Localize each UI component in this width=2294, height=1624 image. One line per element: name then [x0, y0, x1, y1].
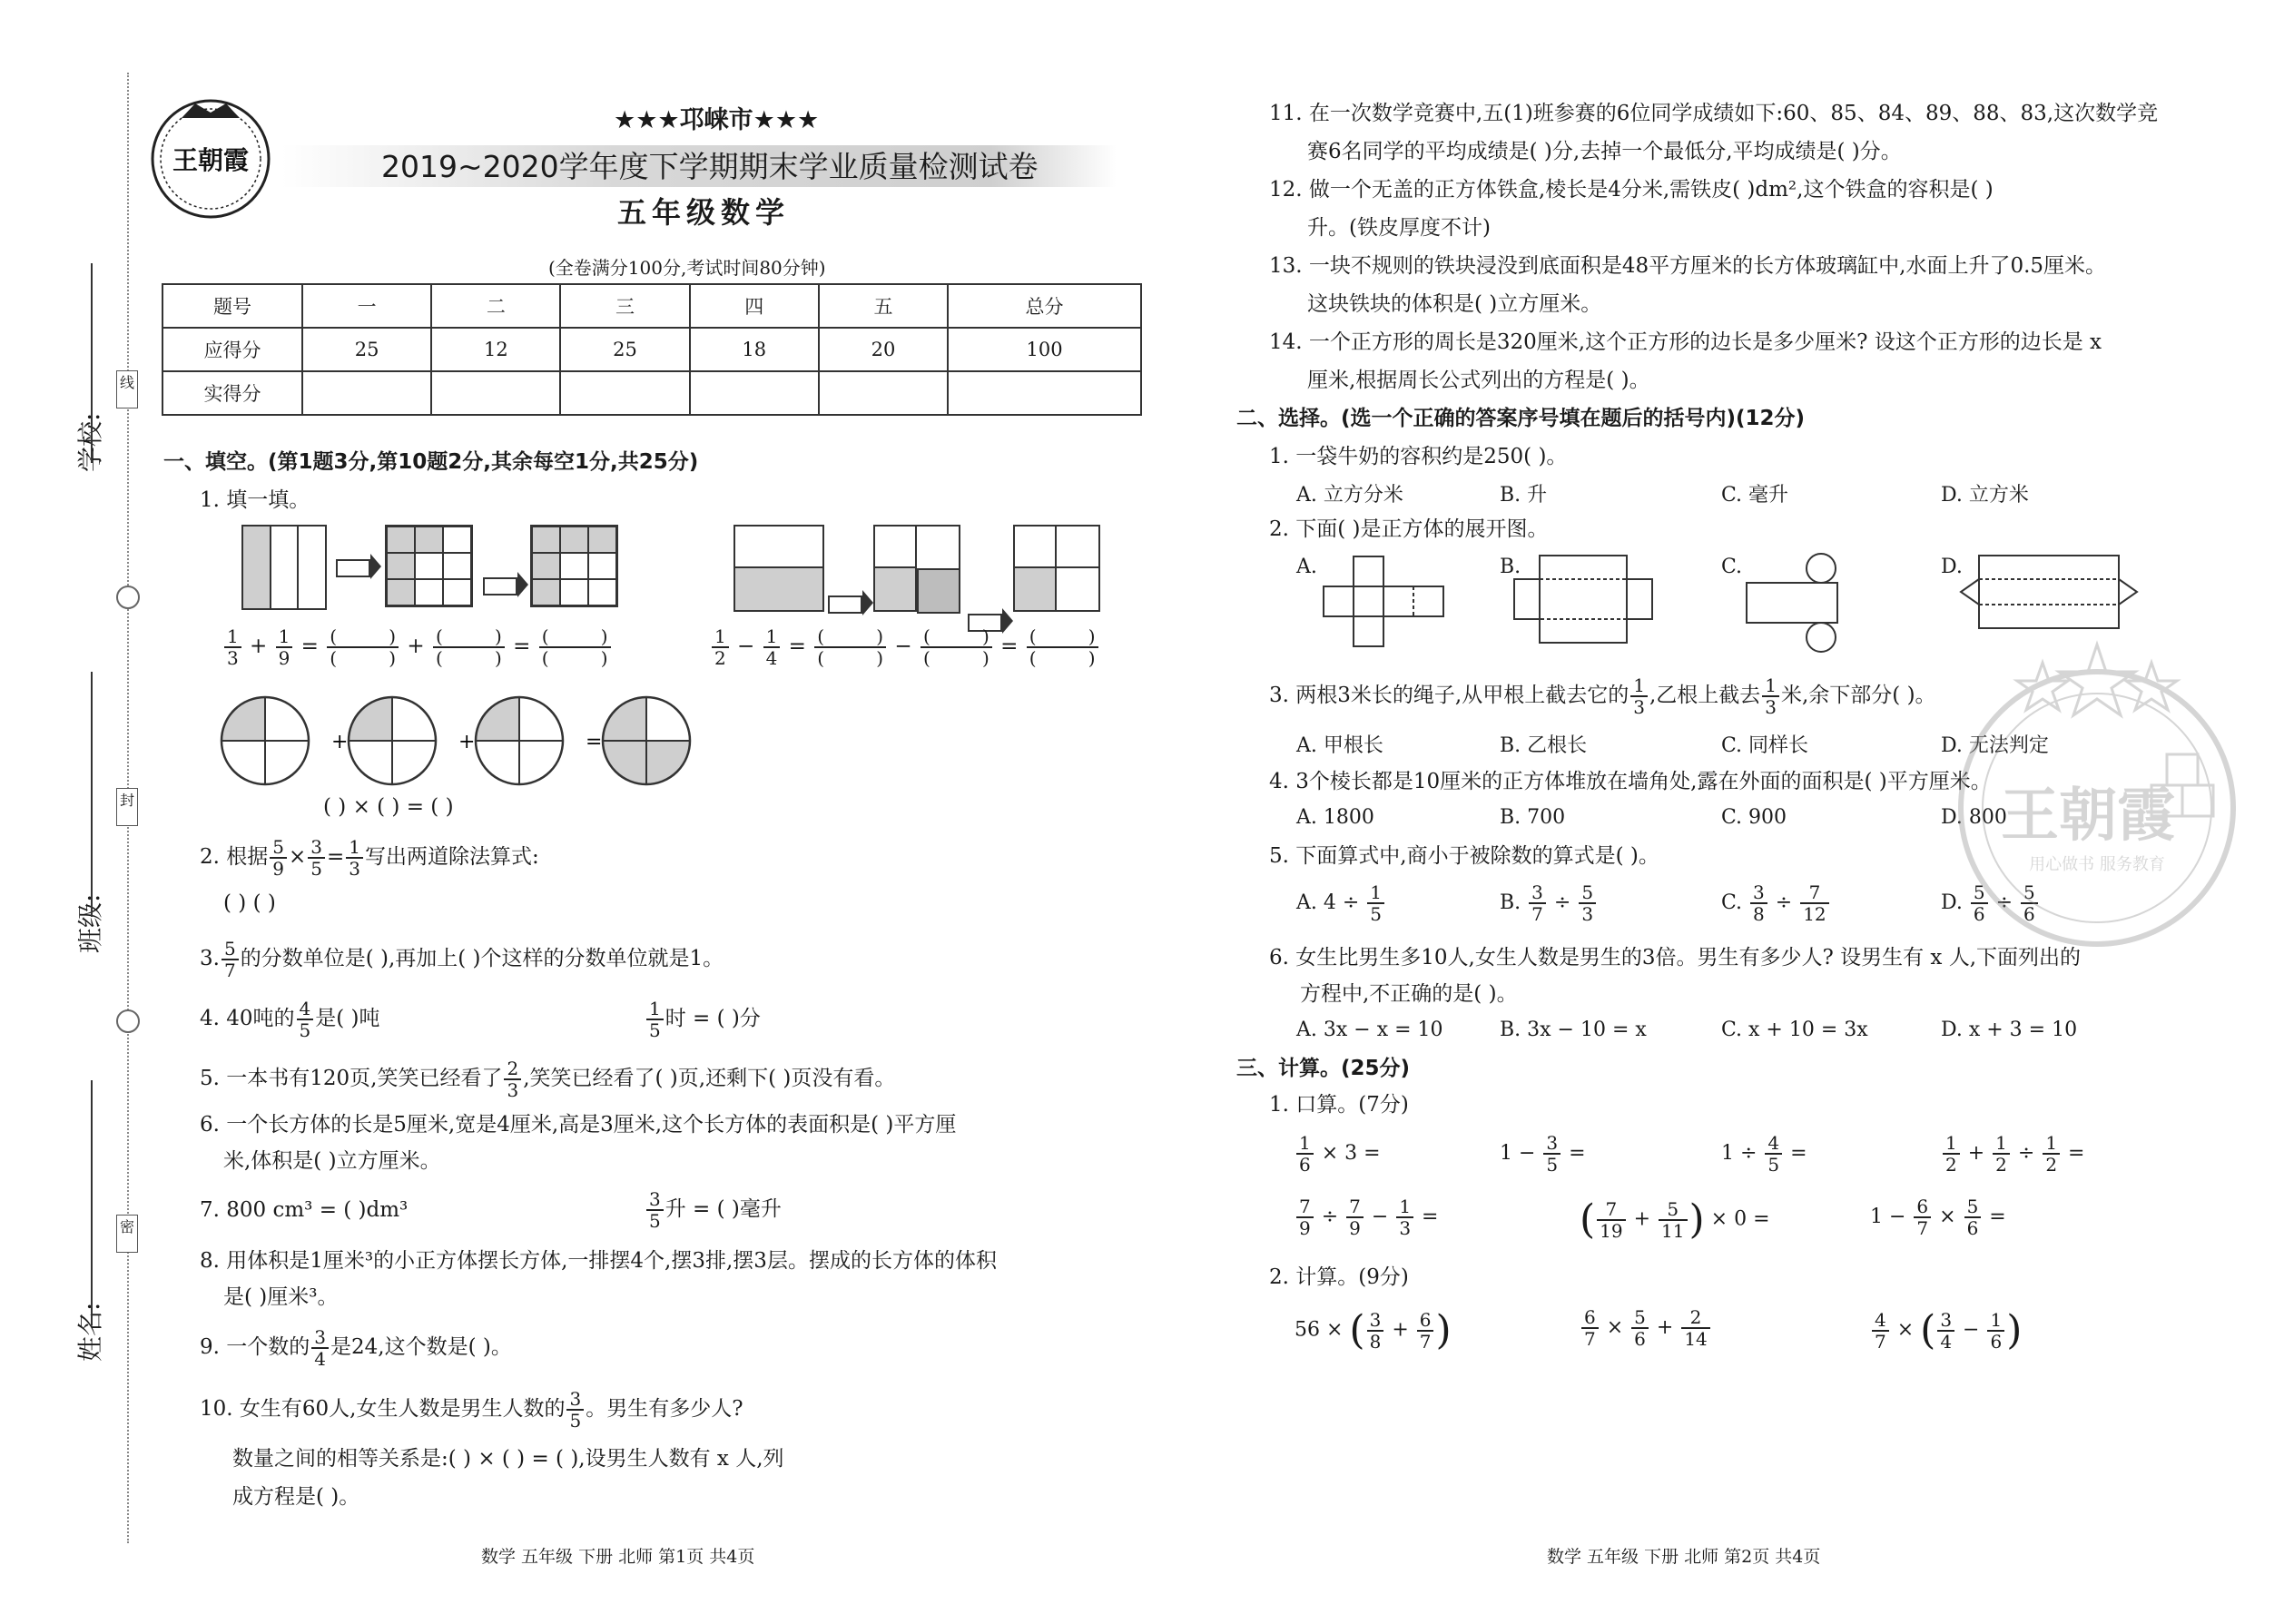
q7-line-a: 7. 800 cm³ = ( )dm³	[200, 1198, 409, 1222]
fraction: $\frac{1}{4}$	[763, 626, 781, 668]
name-field[interactable]	[91, 1080, 93, 1325]
calc-item: 1 − $\frac{3}{5}$ =	[1500, 1132, 1586, 1176]
choice-5-option-d[interactable]: D. $\frac{5}{6}$ ÷ $\frac{5}{6}$	[1941, 882, 2040, 924]
q9-line: 9. 一个数的 $\frac{3}{4}$ 是24,这个数是( )。	[200, 1326, 512, 1370]
header-subtitle: 五年级数学	[617, 195, 791, 230]
table-row	[162, 284, 1141, 328]
fraction: $\frac{1}{3}$	[346, 837, 363, 879]
score-input[interactable]	[302, 371, 431, 415]
table-cell: 25	[560, 328, 689, 371]
class-field[interactable]	[91, 672, 93, 917]
three-quarter-circle	[603, 697, 690, 784]
q11-line-b[interactable]: 赛6名同学的平均成绩是( )分,去掉一个最低分,平均成绩是( )分。	[1307, 140, 1902, 163]
fraction: $\frac{3}{5}$	[566, 1389, 584, 1431]
choice-6-option-a[interactable]: A. 3x − x = 10	[1296, 1019, 1443, 1041]
q1-third-shape	[241, 525, 327, 610]
q1-circles	[218, 694, 726, 793]
net-a	[1322, 550, 1449, 650]
q10-line-a: 10. 女生有60人,女生人数是男生人数的 $\frac{3}{5}$ 。男生有多少人?	[200, 1388, 743, 1432]
section-2-heading: 二、选择。(选一个正确的答案序号填在题后的括号内)(12分)	[1236, 407, 1806, 430]
q11-line-a: 11. 在一次数学竞赛中,五(1)班参赛的6位同学成绩如下:60、85、84、89、88、83,这次数学竞	[1269, 102, 2159, 125]
table-cell: 实得分	[162, 371, 302, 415]
choice-2-option-a[interactable]: A.	[1296, 556, 1317, 578]
fraction: $\frac{5}{9}$	[270, 837, 287, 879]
calc-1-label: 1. 口算。(7分)	[1269, 1093, 1409, 1117]
choice-6-option-d[interactable]: D. x + 3 = 10	[1941, 1019, 2078, 1041]
name-label: 姓名:	[75, 1302, 105, 1362]
choice-1-option-c[interactable]: C. 毫升	[1721, 484, 1789, 507]
blank-fraction[interactable]: $\frac{( )}{( )}$	[433, 626, 505, 668]
score-input[interactable]	[560, 371, 689, 415]
choice-6-option-c[interactable]: C. x + 10 = 3x	[1721, 1019, 1868, 1041]
fraction: $\frac{1}{9}$	[276, 626, 293, 668]
choice-4-option-b[interactable]: B. 700	[1500, 806, 1566, 829]
choice-1-option-b[interactable]: B. 升	[1500, 484, 1548, 507]
table-cell: 五	[819, 284, 948, 328]
q10-line-c[interactable]: 数量之间的相等关系是:( ) × ( ) = ( ),设男生人数有 x 人,列	[232, 1447, 784, 1471]
q10-line-d[interactable]: 成方程是( )。	[232, 1485, 360, 1509]
blank-fraction[interactable]: $\frac{( )}{( )}$	[921, 626, 992, 668]
table-cell: 18	[690, 328, 819, 371]
q1-quarter-piece	[917, 568, 960, 614]
blank-fraction[interactable]: $\frac{( )}{( )}$	[814, 626, 886, 668]
fraction: $\frac{1}{5}$	[1367, 882, 1384, 924]
quarter-circle	[476, 697, 563, 784]
q1-circle-equation[interactable]: ( ) × ( ) = ( )	[323, 795, 454, 819]
header-title: 2019~2020学年度下学期期末学业质量检测试卷	[381, 149, 1039, 184]
fraction: $\frac{5}{3}$	[1579, 882, 1596, 924]
choice-2-option-b[interactable]: B.	[1500, 556, 1521, 578]
fraction: $\frac{1}{3}$	[1762, 675, 1779, 717]
q2-answer-blanks[interactable]: ( ) ( )	[223, 891, 276, 915]
binding-seal-marker: 封	[116, 788, 138, 826]
calc-item: 1 ÷ $\frac{4}{5}$ =	[1721, 1132, 1807, 1176]
fraction: $\frac{3}{5}$	[308, 837, 325, 879]
calc-item: $\frac{1}{2}$ + $\frac{1}{2}$ ÷ $\frac{1}{2}$ =	[1941, 1133, 2084, 1175]
q14-line-b[interactable]: 厘米,根据周长公式列出的方程是( )。	[1307, 369, 1650, 392]
watermark-brand: 王朝霞	[2001, 782, 2175, 850]
class-label: 班级:	[75, 893, 105, 953]
fraction: $\frac{1}{2}$	[712, 626, 729, 668]
watermark-stamp	[1915, 626, 2279, 953]
q12-line-b: 升。(铁皮厚度不计)	[1307, 216, 1491, 240]
table-row[interactable]	[162, 371, 1141, 415]
choice-1-option-d[interactable]: D. 立方米	[1941, 484, 2029, 507]
table-cell: 应得分	[162, 328, 302, 371]
fraction: $\frac{1}{3}$	[224, 626, 241, 668]
q1-label: 1. 填一填。	[200, 488, 310, 512]
table-row	[162, 328, 1141, 371]
q1-equation-right: $\frac{1}{2}$ − $\frac{1}{4}$ = $\frac{( )}{( )}$ − $\frac{( )}{( )}$ = $\frac{( )}{( )}$	[710, 626, 1100, 668]
q12-line-a[interactable]: 12. 做一个无盖的正方体铁盒,棱长是4分米,需铁皮( )dm²,这个铁盒的容积是( )	[1269, 178, 1994, 202]
binding-circle-1	[116, 586, 140, 609]
choice-4-option-a[interactable]: A. 1800	[1296, 806, 1374, 829]
q1-half-shape	[733, 525, 824, 612]
fraction: $\frac{3}{8}$	[1750, 882, 1767, 924]
q3-line: 3. $\frac{5}{7}$ 的分数单位是( ),再加上( )个这样的分数单位就是1。	[200, 938, 724, 981]
fraction: $\frac{5}{6}$	[1971, 882, 1988, 924]
calc-item: $\frac{4}{7}$ × ( $\frac{3}{4}$ − $\frac{1}{6}$ )	[1870, 1307, 2022, 1353]
q14-line-a: 14. 一个正方形的周长是320厘米,这个正方形的边长是多少厘米? 设这个正方形的边长是 x	[1269, 330, 2102, 354]
header-region: ★★★邛崃市★★★	[614, 106, 820, 134]
choice-2-option-c[interactable]: C.	[1721, 556, 1743, 578]
score-table	[162, 283, 1142, 416]
fraction: $\frac{3}{7}$	[1529, 882, 1546, 924]
binding-mi-marker: 密	[116, 1215, 138, 1253]
choice-4: 4. 3个棱长都是10厘米的正方体堆放在墙角处,露在外面的面积是( )平方厘米。	[1269, 770, 1992, 793]
choice-1-option-a[interactable]: A. 立方分米	[1296, 484, 1403, 507]
net-c	[1743, 552, 1843, 654]
binding-circle-2	[116, 1009, 140, 1033]
table-cell: 12	[431, 328, 560, 371]
score-input[interactable]	[690, 371, 819, 415]
q6-line-b: 米,体积是( )立方厘米。	[223, 1149, 441, 1173]
choice-6-line-a: 6. 女生比男生多10人,女生人数是男生的3倍。男生有多少人? 设男生有 x 人,下面列出的	[1269, 946, 2082, 969]
q8-line-b: 是( )厘米³。	[223, 1285, 339, 1309]
arrow-icon	[483, 577, 517, 595]
q1-quarter-shape-b	[1013, 525, 1100, 612]
table-cell: 题号	[162, 284, 302, 328]
choice-3: 3. 两根3米长的绳子,从甲根上截去它的 $\frac{1}{3}$ ,乙根上截去 $\frac{1}{3}$ 米,余下部分( )。	[1269, 674, 1936, 718]
binding-line-marker: 线	[116, 370, 138, 408]
choice-5: 5. 下面算式中,商小于被除数的算式是( )。	[1269, 844, 1659, 868]
quarter-circle	[222, 697, 309, 784]
fraction: $\frac{4}{5}$	[297, 999, 314, 1040]
choice-3-option-a[interactable]: A. 甲根长	[1296, 734, 1383, 757]
header-note: (全卷满分100分,考试时间80分钟)	[548, 257, 826, 279]
calc-item: $\frac{7}{9}$ ÷ $\frac{7}{9}$ − $\frac{1}{3}$ =	[1295, 1196, 1438, 1238]
arrow-icon	[336, 559, 370, 577]
blank-fraction[interactable]: $\frac{( )}{( )}$	[1027, 626, 1098, 668]
fraction: $\frac{1}{5}$	[646, 999, 664, 1040]
fraction: $\frac{5}{6}$	[2021, 882, 2038, 924]
arrow-icon	[828, 595, 862, 614]
school-label: 学校:	[75, 412, 105, 472]
q5-line: 5. 一本书有120页,笑笑已经看了 $\frac{2}{3}$ ,笑笑已经看了( )页,还剩下( )页没有看。	[200, 1058, 896, 1101]
fraction: $\frac{1}{3}$	[1630, 675, 1648, 717]
q7-line-b: $\frac{3}{5}$ 升 = ( )毫升	[645, 1189, 782, 1231]
svg-text:+: +	[331, 731, 349, 753]
choice-5-option-c[interactable]: C. $\frac{3}{8}$ ÷ $\frac{7}{12}$	[1721, 882, 1831, 924]
choice-4-option-d[interactable]: D. 800	[1941, 806, 2007, 829]
score-input[interactable]	[431, 371, 560, 415]
calc-2-label: 2. 计算。(9分)	[1269, 1265, 1409, 1289]
blank-fraction[interactable]: $\frac{( )}{( )}$	[539, 626, 611, 668]
net-b	[1512, 552, 1658, 652]
fraction: $\frac{3}{4}$	[311, 1327, 329, 1369]
q4-line-a: 4. 40吨的 $\frac{4}{5}$ 是( )吨	[200, 998, 380, 1041]
logo-text: 王朝霞	[172, 145, 250, 175]
q6-line-a: 6. 一个长方体的长是5厘米,宽是4厘米,高是3厘米,这个长方体的表面积是( )平方厘	[200, 1113, 957, 1137]
section-1-heading: 一、填空。(第1题3分,第10题2分,其余每空1分,共25分)	[163, 450, 699, 474]
calc-item: 1 − $\frac{6}{7}$ × $\frac{5}{6}$ =	[1870, 1196, 2006, 1239]
choice-1: 1. 一袋牛奶的容积约是250( )。	[1269, 445, 1568, 468]
q1-grid-9b	[530, 525, 618, 607]
table-cell: 20	[819, 328, 948, 371]
q1-equation-left: $\frac{1}{3}$ + $\frac{1}{9}$ = $\frac{( )}{( )}$ + $\frac{( )}{( )}$ = $\frac{( )}{( )}$	[222, 626, 613, 668]
quarter-circle	[349, 697, 436, 784]
table-cell: 三	[560, 284, 689, 328]
table-cell: 一	[302, 284, 431, 328]
table-cell: 二	[431, 284, 560, 328]
score-input[interactable]	[948, 371, 1141, 415]
calc-item: $\frac{1}{6}$ × 3 =	[1295, 1133, 1381, 1175]
choice-3-option-c[interactable]: C. 同样长	[1721, 734, 1809, 757]
school-field[interactable]	[91, 263, 93, 463]
q13-line-b[interactable]: 这块铁块的体积是( )立方厘米。	[1307, 292, 1602, 316]
fraction: $\frac{5}{7}$	[222, 939, 239, 980]
choice-6-line-b: 方程中,不正确的是( )。	[1300, 982, 1518, 1006]
fraction: $\frac{3}{5}$	[646, 1189, 664, 1231]
q2-line: 2. 根据 $\frac{5}{9}$ × $\frac{3}{5}$ = $\frac{1}{3}$ 写出两道除法算式:	[200, 836, 539, 880]
choice-3-option-b[interactable]: B. 乙根长	[1500, 734, 1588, 757]
footer-left: 数学 五年级 下册 北师 第1页 共4页	[481, 1547, 755, 1567]
calc-item: 56 × ( $\frac{3}{8}$ + $\frac{6}{7}$ )	[1295, 1307, 1452, 1353]
table-cell: 25	[302, 328, 431, 371]
table-cell: 四	[690, 284, 819, 328]
section-3-heading: 三、计算。(25分)	[1236, 1057, 1411, 1080]
fraction: $\frac{7}{12}$	[1800, 882, 1828, 924]
choice-6-option-b[interactable]: B. 3x − 10 = x	[1500, 1019, 1647, 1041]
q8-line-a: 8. 用体积是1厘米³的小正方体摆长方体,一排摆4个,摆3排,摆3层。摆成的长方体的体积	[200, 1249, 997, 1273]
choice-2-option-d[interactable]: D.	[1941, 556, 1963, 578]
choice-2: 2. 下面( )是正方体的展开图。	[1269, 517, 1549, 541]
blank-fraction[interactable]: $\frac{( )}{( )}$	[327, 626, 399, 668]
score-input[interactable]	[819, 371, 948, 415]
logo-seal	[145, 91, 281, 227]
table-cell: 100	[948, 328, 1141, 371]
footer-right: 数学 五年级 下册 北师 第2页 共4页	[1547, 1547, 1821, 1567]
svg-text:+: +	[458, 731, 476, 753]
choice-5-option-a[interactable]: A. 4 ÷ $\frac{1}{5}$	[1296, 882, 1386, 924]
q13-line-a: 13. 一块不规则的铁块浸没到底面积是48平方厘米的长方体玻璃缸中,水面上升了0.5厘米。	[1269, 254, 2107, 278]
table-cell: 总分	[948, 284, 1141, 328]
q1-grid-9a	[385, 525, 473, 607]
q4-line-b: $\frac{1}{5}$ 时 = ( )分	[645, 999, 761, 1040]
choice-5-option-b[interactable]: B. $\frac{3}{7}$ ÷ $\frac{5}{3}$	[1500, 882, 1598, 924]
fraction: $\frac{2}{3}$	[504, 1058, 521, 1100]
watermark-slogan: 用心做书 服务教育	[2029, 855, 2165, 874]
choice-4-option-c[interactable]: C. 900	[1721, 806, 1787, 829]
svg-text:=: =	[586, 731, 603, 753]
calc-item: $\frac{6}{7}$ × $\frac{5}{6}$ + $\frac{2}{14}$	[1580, 1307, 1712, 1349]
choice-3-option-d[interactable]: D. 无法判定	[1941, 734, 2049, 757]
calc-item: ( $\frac{7}{19}$ + $\frac{5}{11}$ ) × 0 =	[1580, 1196, 1770, 1243]
